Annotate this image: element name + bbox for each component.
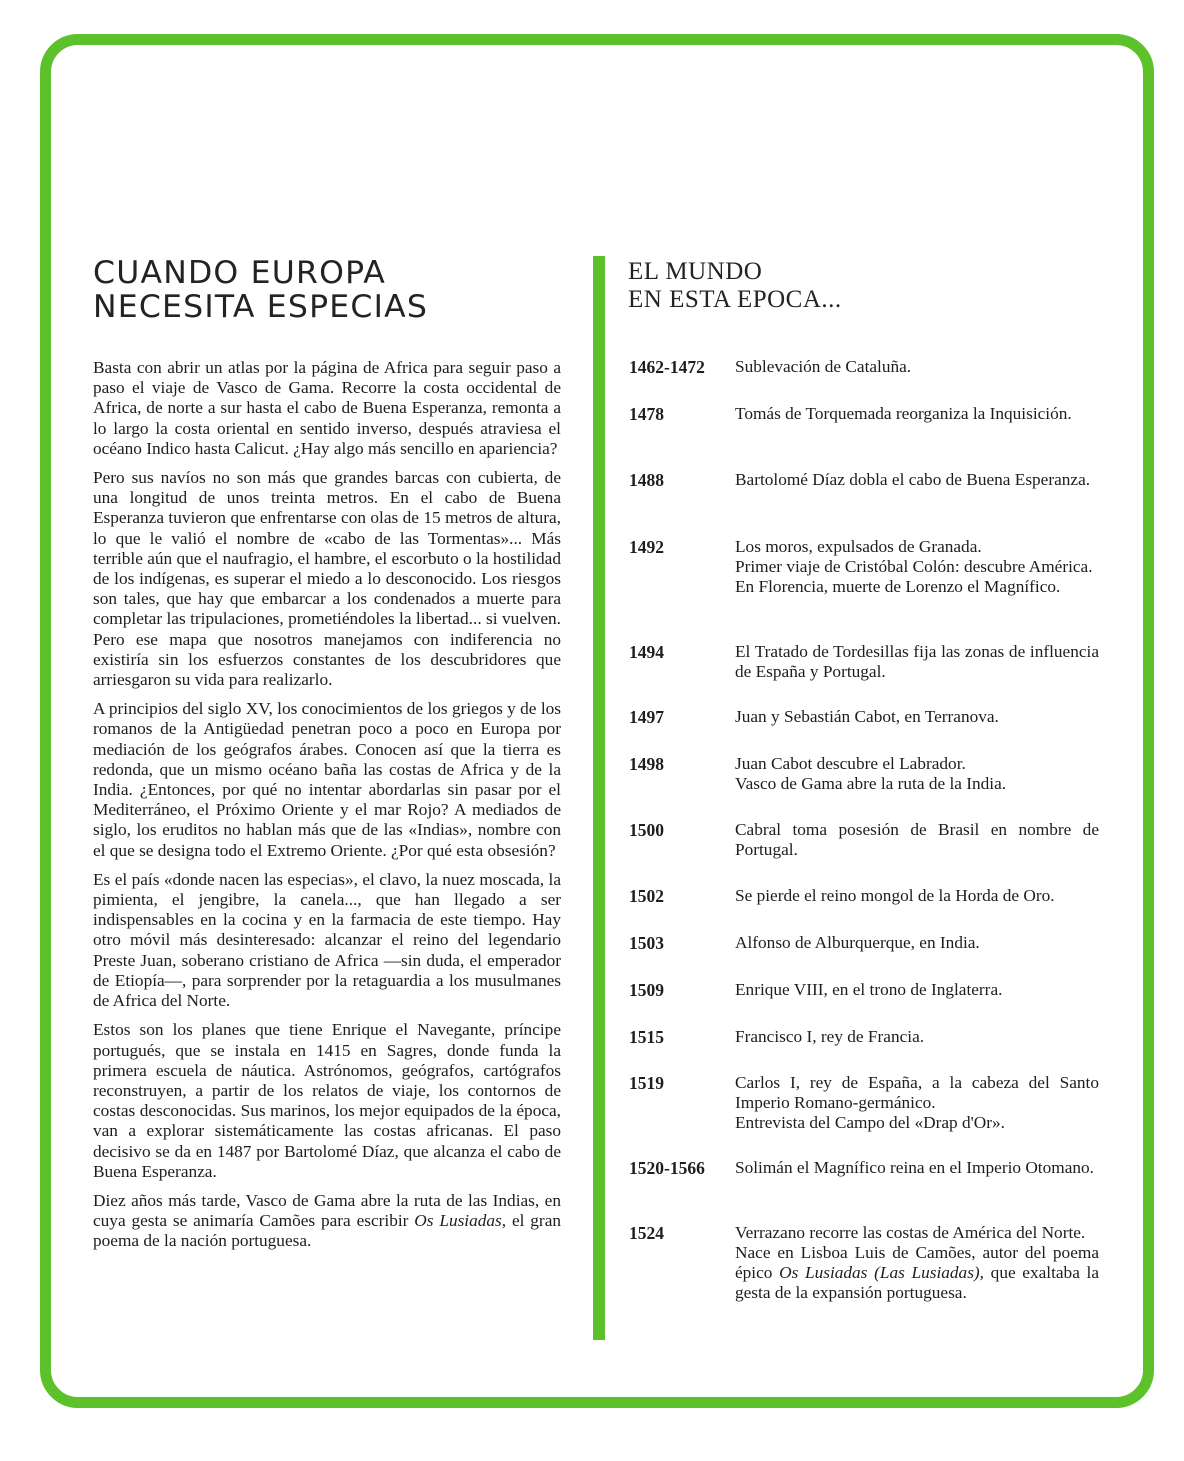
timeline-event: Bartolomé Díaz dobla el cabo de Buena Esperanza. <box>735 470 1091 489</box>
timeline-event: Enrique VIII, en el trono de Inglaterra. <box>735 980 1003 999</box>
timeline-event: Juan Cabot descubre el Labrador. <box>735 754 966 773</box>
event-text-b: que exaltaba la gesta de la expansión portuguesa. <box>735 1263 1100 1302</box>
timeline-year: 1478 <box>629 404 664 424</box>
article-column <box>93 256 561 1261</box>
paragraph-6-italic-title: Os Lusiadas, <box>414 1211 507 1231</box>
timeline-event-camoes <box>735 1243 1099 1303</box>
article-paragraph-1: Basta con abrir un atlas por la página de Africa para seguir paso a paso el viaje de Vasco de Gama. Recorre la costa occidental de Africa, de norte a sur hasta el cabo de Buena Esperanza, remonta a lo largo la costa oriental en sentido inverso, después atraviesa el océano Indico hasta Calicut. ¿Hay algo más sencillo en apariencia? <box>93 358 561 458</box>
timeline-event: En Florencia, muerte de Lorenzo el Magnífico. <box>735 577 1061 596</box>
timeline-year: 1520-1566 <box>629 1158 705 1178</box>
timeline-year: 1524 <box>629 1223 664 1243</box>
article-paragraph-4: Es el país «donde nacen las especias», el clavo, la nuez moscada, la pimienta, el jengibre, la canela..., que han llegado a ser indispensables en la cocina y en la farmacia de este tiempo. Hay otro móvil más desinteresado: alcanzar el reino del legendario Preste Juan, soberano cristiano de Africa —sin duda, el emperador de Etiopía—, para sorprender por la retaguardia a los musulmanes de Africa del Norte. <box>93 869 561 1011</box>
timeline-event: El Tratado de Tordesillas fija las zonas de influencia de España y Portugal. <box>735 642 1099 681</box>
timeline-event: Cabral toma posesión de Brasil en nombre de Portugal. <box>735 820 1099 859</box>
event-text-a: Nace en Lisboa Luis de Camões, autor del poema épico <box>735 1243 1099 1282</box>
timeline-event: Juan y Sebastián Cabot, en Terranova. <box>735 707 999 726</box>
timeline-event: Entrevista del Campo del «Drap d'Or». <box>735 1113 1005 1132</box>
timeline-event: Se pierde el reino mongol de la Horda de Oro. <box>735 886 1055 905</box>
column-divider <box>593 256 605 1340</box>
timeline-event: Carlos I, rey de España, a la cabeza del Santo Imperio Romano-germánico. <box>735 1073 1099 1112</box>
timeline-year: 1500 <box>629 820 664 840</box>
timeline-year: 1494 <box>629 642 664 662</box>
timeline-year: 1497 <box>629 707 664 727</box>
article-title-line-1: CUANDO EUROPA <box>93 255 386 291</box>
timeline-event: Los moros, expulsados de Granada. <box>735 537 982 556</box>
timeline-year: 1502 <box>629 886 664 906</box>
timeline-event: Francisco I, rey de Francia. <box>735 1027 925 1046</box>
article-paragraph-3: A principios del siglo XV, los conocimientos de los griegos y de los romanos de la Antigüedad penetran poco a poco en Europa por mediación de los geógrafos árabes. Conocen así que la tierra es redonda, que un mismo océano baña las costas de Africa y de la India. ¿Entonces, por qué no intentar abordarlas sin pasar por el Mediterráneo, el Próximo Oriente y el mar Rojo? A mediados de siglo, los eruditos no hablan más que de las «Indias», nombre con el que se designa todo el Extremo Oriente. ¿Por qué esta obsesión? <box>93 699 561 860</box>
timeline-year: 1492 <box>629 537 664 557</box>
timeline-year: 1462-1472 <box>629 357 705 377</box>
timeline-year: 1488 <box>629 470 664 490</box>
timeline-event: Verrazano recorre las costas de América del Norte. <box>735 1223 1086 1242</box>
event-italic-title: Os Lusiadas (Las Lusiadas), <box>779 1263 984 1282</box>
timeline-title-line-1: EL MUNDO <box>628 258 763 285</box>
timeline-year: 1519 <box>629 1073 664 1093</box>
timeline-event: Solimán el Magnífico reina en el Imperio Otomano. <box>735 1158 1094 1177</box>
timeline-event: Primer viaje de Cristóbal Colón: descubre América. <box>735 557 1093 576</box>
article-paragraph-2: Pero sus navíos no son más que grandes barcas con cubierta, de una longitud de unos treinta metros. En el cabo de Buena Esperanza tuvieron que enfrentarse con olas de 15 metros de altura, lo que le valió el nombre de «cabo de las Tormentas»... Más terrible aún que el naufragio, el hambre, el escorbuto o la hostilidad de los indígenas, es superar el miedo a lo desconocido. Los riesgos son tales, que hay que embarcar a los condenados a muerte para completar las tripulaciones, prometiéndoles la libertad... si vuelven. Pero ese mapa que nosotros manejamos con indiferencia no existiría sin los esfuerzos constantes de los descubridores que arriesgaron su vida para realizarlo. <box>93 468 561 690</box>
paragraph-6-text-b: el gran poema de la nación portuguesa. <box>93 1211 561 1251</box>
timeline-event: Alfonso de Alburquerque, en India. <box>735 933 980 952</box>
timeline-year: 1515 <box>629 1027 664 1047</box>
article-title-line-2: NECESITA ESPECIAS <box>93 289 429 325</box>
timeline-title-line-2: EN ESTA EPOCA... <box>628 286 842 313</box>
timeline-event: Tomás de Torquemada reorganiza la Inquisición. <box>735 404 1072 423</box>
article-paragraph-5: Estos son los planes que tiene Enrique el Navegante, príncipe portugués, que se instala en 1415 en Sagres, donde funda la primera escuela de náutica. Astrónomos, geógrafos, cartógrafos reconstruyen, a partir de los relatos de viaje, los contornos de costas desconocidas. Sus marinos, los mejor equipados de la época, van a explorar sistemáticamente las costas africanas. El paso decisivo se da en 1487 por Bartolomé Díaz, que alcanza el cabo de Buena Esperanza. <box>93 1020 561 1181</box>
timeline-year: 1498 <box>629 754 664 774</box>
paragraph-6-text-a: Diez años más tarde, Vasco de Gama abre la ruta de las Indias, en cuya gesta se animaría Camões para escribir <box>93 1190 561 1231</box>
timeline-year: 1509 <box>629 980 664 1000</box>
timeline-event: Sublevación de Cataluña. <box>735 357 912 376</box>
article-paragraph-6 <box>93 1191 561 1252</box>
timeline-year: 1503 <box>629 933 664 953</box>
timeline-title <box>628 258 842 314</box>
article-title <box>93 256 561 324</box>
timeline-event: Vasco de Gama abre la ruta de la India. <box>735 774 1007 793</box>
